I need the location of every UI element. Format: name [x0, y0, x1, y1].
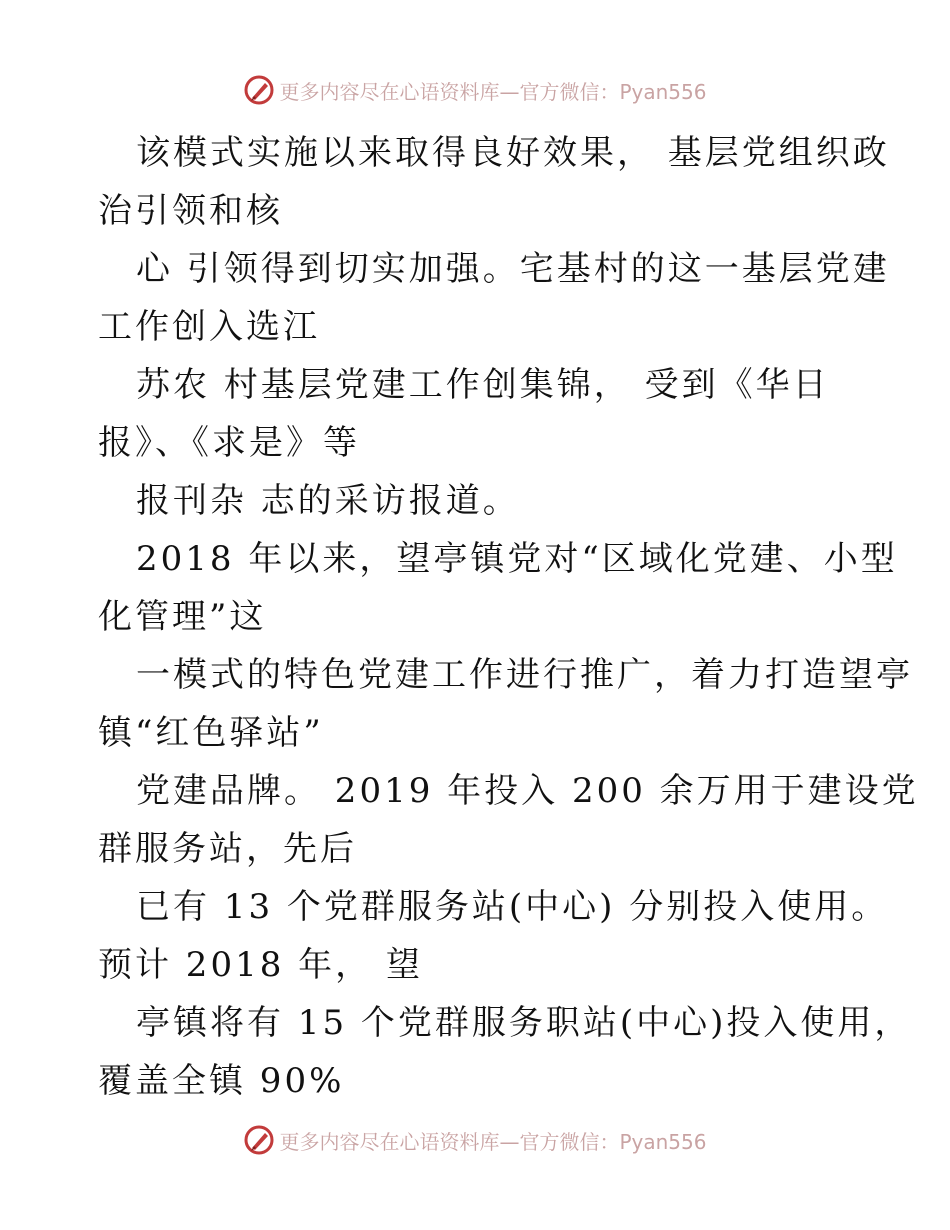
text-line: 工作创入选江 [98, 307, 320, 347]
text-line: 报》、《求是》等 [98, 423, 360, 463]
text-line: 2018 年以来，望亭镇党对“区域化党建、小型 [136, 539, 898, 579]
watermark-header [0, 70, 950, 110]
text-line: 党建品牌。 2019 年投入 200 余万用于建设党 [136, 771, 919, 811]
text-line: 苏农 村基层党建工作创集锦， 受到《华日 [136, 365, 830, 405]
text-line: 一模式的特色党建工作进行推广，着力打造望亭 [136, 655, 913, 695]
watermark-text: 更多内容尽在心语资料库—官方微信：Pyan556 [279, 79, 707, 104]
pen-logo-icon [243, 1124, 275, 1156]
watermark-text: 更多内容尽在心语资料库—官方微信：Pyan556 [279, 1129, 707, 1154]
document-body [98, 124, 919, 1110]
text-line: 已有 13 个党群服务站(中心) 分别投入使用。 [136, 887, 889, 927]
text-line: 心 引领得到切实加强。宅基村的这一基层党建 [136, 249, 890, 289]
text-line: 预计 2018 年， 望 [98, 945, 423, 985]
text-line: 镇“红色驿站” [98, 713, 324, 753]
watermark-footer [0, 1120, 950, 1160]
text-line: 群服务站，先后 [98, 829, 357, 869]
text-line: 化管理”这 [98, 597, 267, 637]
text-line: 报刊杂 志的采访报道。 [136, 481, 520, 521]
text-line: 治引领和核 [98, 191, 283, 231]
text-line: 覆盖全镇 90% [98, 1061, 345, 1101]
text-line: 亭镇将有 15 个党群服务职站(中心)投入使用， [136, 1003, 912, 1043]
text-line: 该模式实施以来取得良好效果， 基层党组织政 [136, 133, 890, 173]
pen-logo-icon [243, 74, 275, 106]
